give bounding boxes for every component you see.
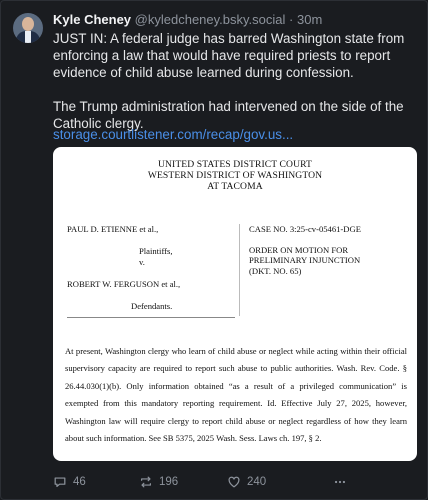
post-paragraph: The Trump administration had intervened on the side of the Catholic clergy. [53,99,404,131]
opinion-text: At present, Washington clergy who learn of child abuse or neglect while acting within their official supervisory capacity are required to report such abuse to public authorities. Wash. Rev. Code. § 26.44.030(1)(b). Only information obtained “as a result of a privileged communication” is exempted from this mandatory reporting requirement. Id. Effective July 27, 2025, however, Washington law will require clergy to report child abuse or neglect regardless of how they learn about such information. See SB 5375, 2025 Wash. Sess. Laws ch. 197, § 2. [65,346,407,444]
more-icon [333,475,347,489]
repost-button[interactable] [139,475,178,489]
document-image[interactable] [53,147,417,461]
heart-icon [227,475,241,489]
caption-rule [67,317,235,318]
reply-icon [53,475,67,489]
case-info [249,224,361,276]
post-paragraph: JUST IN: A federal judge has barred Washington state from enforcing a law that would have required priests to report evidence of child abuse learned during confession. [53,31,405,80]
external-link[interactable]: storage.courtlistener.com/recap/gov.us... [53,127,294,142]
separator-dot: · [289,12,294,27]
reply-count: 46 [73,476,86,488]
plaintiffs-label: Plaintiffs, [139,246,173,256]
order-line: PRELIMINARY INJUNCTION [249,255,361,265]
like-button[interactable] [227,475,266,489]
caption-divider [239,224,240,316]
repost-icon [139,475,153,489]
repost-count: 196 [159,476,179,488]
post-actions [53,475,427,493]
author-name[interactable]: Kyle Cheney [53,12,132,27]
author-handle[interactable]: @kyledcheney.bsky.social [134,12,286,27]
court-heading [53,159,417,192]
case-number: CASE NO. 3:25-cv-05461-DGE [249,224,361,234]
court-line: WESTERN DISTRICT OF WASHINGTON [147,170,323,181]
more-options-button[interactable] [333,475,347,489]
plaintiff-name: PAUL D. ETIENNE et al., [67,224,159,234]
versus-label: v. [139,257,145,267]
post-header [53,12,417,28]
post-time[interactable]: 30m [297,12,323,27]
reply-button[interactable] [53,475,86,489]
defendant-name: ROBERT W. FERGUSON et al., [67,279,181,289]
court-line: AT TACOMA [207,181,263,192]
like-count: 240 [247,476,267,488]
defendants-label: Defendants. [131,301,173,311]
order-line: (DKT. NO. 65) [249,265,302,276]
author-avatar[interactable] [13,13,43,43]
order-line: ORDER ON MOTION FOR [249,244,349,255]
court-line: UNITED STATES DISTRICT COURT [158,159,312,170]
case-parties [67,224,180,312]
